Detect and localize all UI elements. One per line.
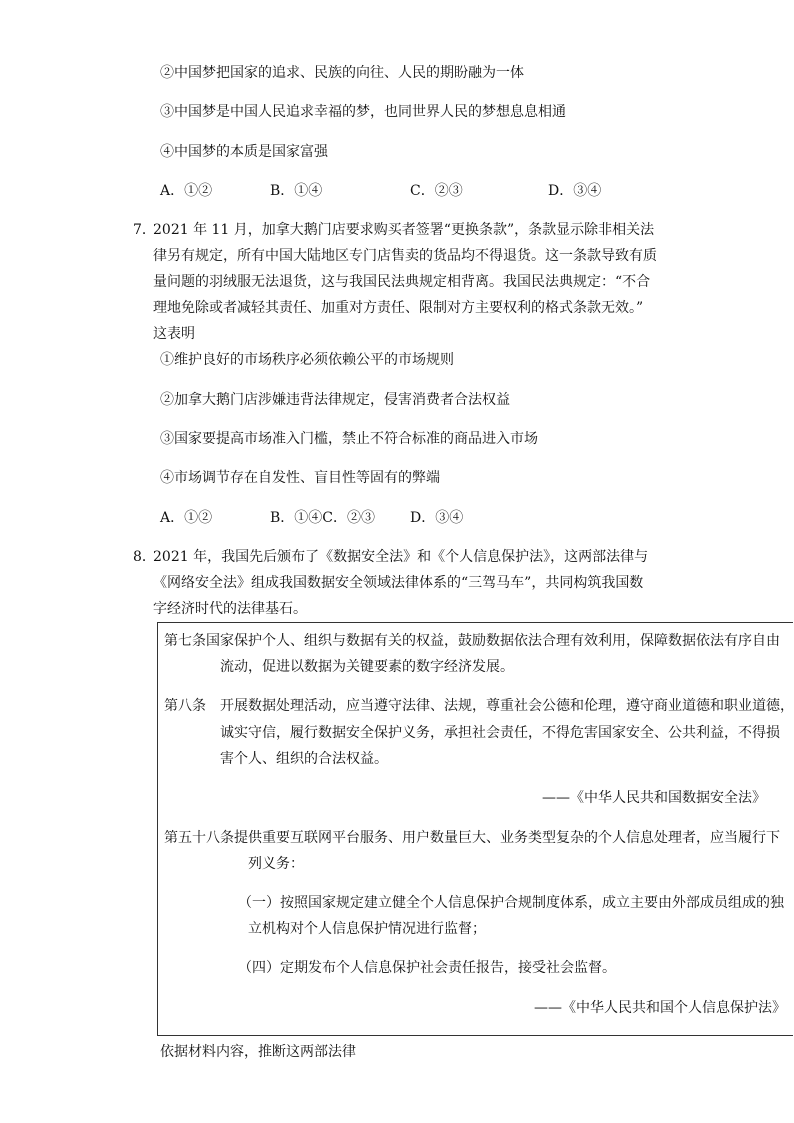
q6-option-a[interactable]: A．①②: [160, 183, 213, 199]
source-data-security-law: ——《中华人民共和国数据安全法》: [542, 790, 766, 806]
q7-stem-line: 这表明: [153, 326, 195, 342]
q8-stem-line: 字经济时代的法律基石。: [153, 601, 307, 617]
q6-option-c[interactable]: C．②③: [410, 183, 463, 199]
q7-statement-1: ①维护良好的市场秩序必须依赖公平的市场规则: [160, 352, 454, 368]
art58-line: 列义务：: [248, 856, 304, 872]
material-box: [157, 622, 793, 1036]
q7-statement-4: ④市场调节存在自发性、盲目性等固有的弊端: [160, 470, 440, 486]
q7-statement-3: ③国家要提高市场准入门槛，禁止不符合标准的商品进入市场: [160, 431, 538, 447]
q7-number: 7．: [133, 222, 156, 238]
q6-option-d[interactable]: D．③④: [548, 183, 602, 199]
q7-option-bc[interactable]: B．①④C．②③: [270, 510, 375, 526]
q7-stem-line: 量问题的羽绒服无法退货，这与我国民法典规定相背离。我国民法典规定：“不合: [153, 274, 651, 290]
art8-line: 害个人、组织的合法权益。: [220, 751, 388, 767]
q6-statement-4: ④中国梦的本质是国家富强: [160, 144, 328, 160]
art8-line: 诚实守信，履行数据安全保护义务，承担社会责任，不得危害国家安全、公共利益，不得损: [220, 725, 780, 741]
q8-prompt: 依据材料内容，推断这两部法律: [160, 1044, 356, 1060]
art58-line: 第五十八条提供重要互联网平台服务、用户数量巨大、业务类型复杂的个人信息处理者，应当履行下: [164, 830, 780, 846]
q8-number: 8．: [133, 549, 156, 565]
q7-statement-2: ②加拿大鹅门店涉嫌违背法律规定，侵害消费者合法权益: [160, 392, 510, 408]
q7-stem-line: 2021 年 11 月，加拿大鹅门店要求购买者签署“更换条款”，条款显示除非相关法: [153, 222, 655, 238]
q7-stem-line: 律另有规定，所有中国大陆地区专门店售卖的货品均不得退货。这一条款导致有质: [153, 248, 657, 264]
q6-statement-2: ②中国梦把国家的追求、民族的向往、人民的期盼融为一体: [160, 65, 524, 81]
q7-option-d[interactable]: D．③④: [410, 510, 464, 526]
q7-stem-line: 理地免除或者减轻其责任、加重对方责任、限制对方主要权利的格式条款无效。”: [153, 300, 644, 316]
item4-line: （四）定期发布个人信息保护社会责任报告，接受社会监督。: [238, 960, 616, 976]
q6-option-b[interactable]: B．①④: [270, 183, 323, 199]
item1-line: （一）按照国家规定建立健全个人信息保护合规制度体系，成立主要由外部成员组成的独: [238, 895, 784, 911]
source-pipl: ——《中华人民共和国个人信息保护法》: [534, 1000, 786, 1016]
q6-statement-3: ③中国梦是中国人民追求幸福的梦，也同世界人民的梦想息息相通: [160, 104, 566, 120]
item1-line: 立机构对个人信息保护情况进行监督；: [248, 921, 486, 937]
q7-option-a[interactable]: A．①②: [160, 510, 213, 526]
art7-line: 第七条国家保护个人、组织与数据有关的权益，鼓励数据依法合理有效利用，保障数据依法有序自由: [164, 633, 780, 649]
art7-line: 流动，促进以数据为关键要素的数字经济发展。: [220, 659, 514, 675]
art8-line: 第八条 开展数据处理活动，应当遵守法律、法规，尊重社会公德和伦理，遵守商业道德和职业道德，: [164, 698, 794, 714]
q8-stem-line: 《网络安全法》组成我国数据安全领域法律体系的“三驾马车”，共同构筑我国数: [153, 575, 644, 591]
q8-stem-line: 2021 年，我国先后颁布了《数据安全法》和《个人信息保护法》，这两部法律与: [153, 549, 649, 565]
